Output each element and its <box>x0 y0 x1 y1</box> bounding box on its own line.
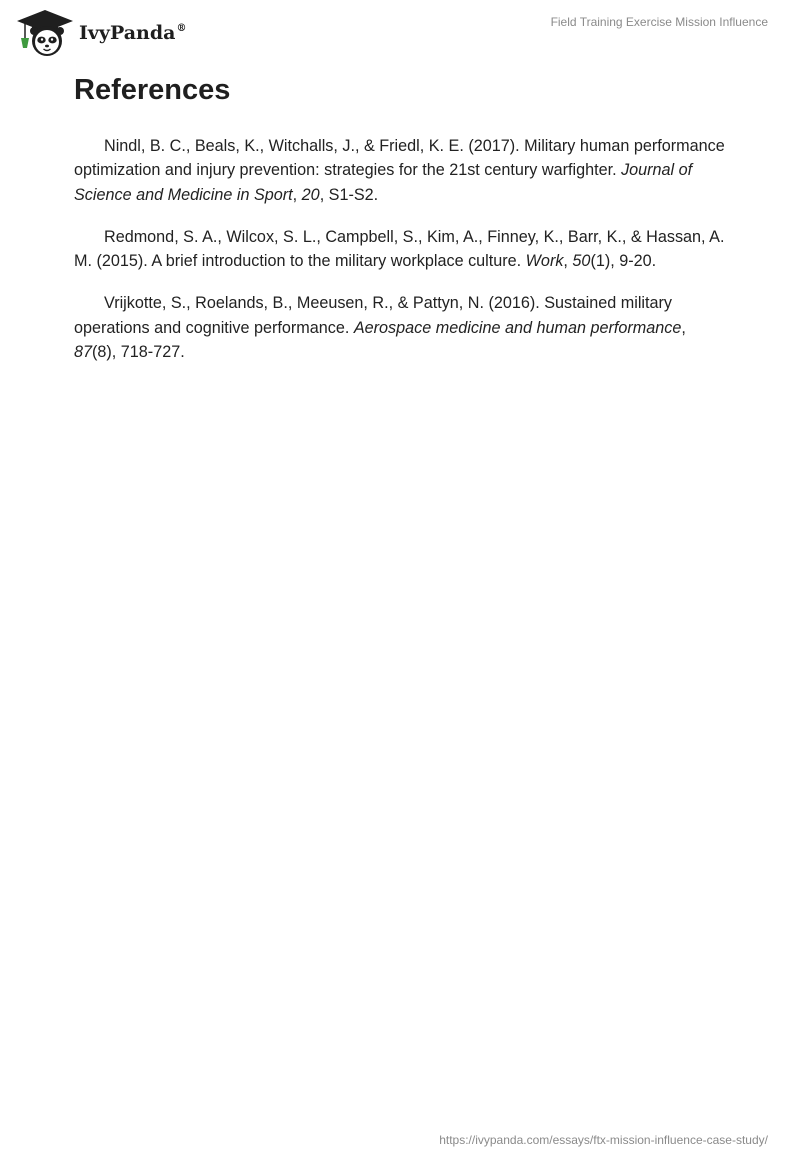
reference-item: Redmond, S. A., Wilcox, S. L., Campbell, S., Kim, A., Finney, K., Barr, K., & Hassan, A. M. (2015). A brief introduction to the military workplace culture. Work, 50(1), 9-20. <box>74 227 725 271</box>
panda-graduate-icon <box>15 8 75 58</box>
journal-title: Work <box>525 252 564 271</box>
journal-title: Aerospace medicine and human performance <box>353 318 682 337</box>
main-content <box>74 72 726 382</box>
reference-item: Vrijkotte, S., Roelands, B., Meeusen, R., & Pattyn, N. (2016). Sustained military operations and cognitive performance. Aerospace medicine and human performance, 87(8), 718-727. <box>74 294 686 362</box>
volume-number: 50 <box>572 252 591 271</box>
source-url-link[interactable]: https://ivypanda.com/essays/ftx-mission-influence-case-study/ <box>439 1133 768 1147</box>
page-title: References <box>74 74 231 106</box>
reference-item: Nindl, B. C., Beals, K., Witchalls, J., & Friedl, K. E. (2017). Military human performance optimization and injury prevention: strategies for the 21st century warfighter. Journal of Science and Medicine in Sport, 20, S1-S2. <box>74 137 725 204</box>
volume-number: 20 <box>301 185 320 204</box>
volume-number: 87 <box>74 343 93 362</box>
brand-name: IvyPanda® <box>79 22 187 44</box>
ivypanda-logo[interactable] <box>15 8 186 58</box>
reference-list <box>74 134 726 364</box>
running-title: Field Training Exercise Mission Influence <box>550 15 768 29</box>
journal-title: Journal of Science and Medicine in Sport <box>74 161 693 204</box>
registered-mark: ® <box>176 23 187 34</box>
